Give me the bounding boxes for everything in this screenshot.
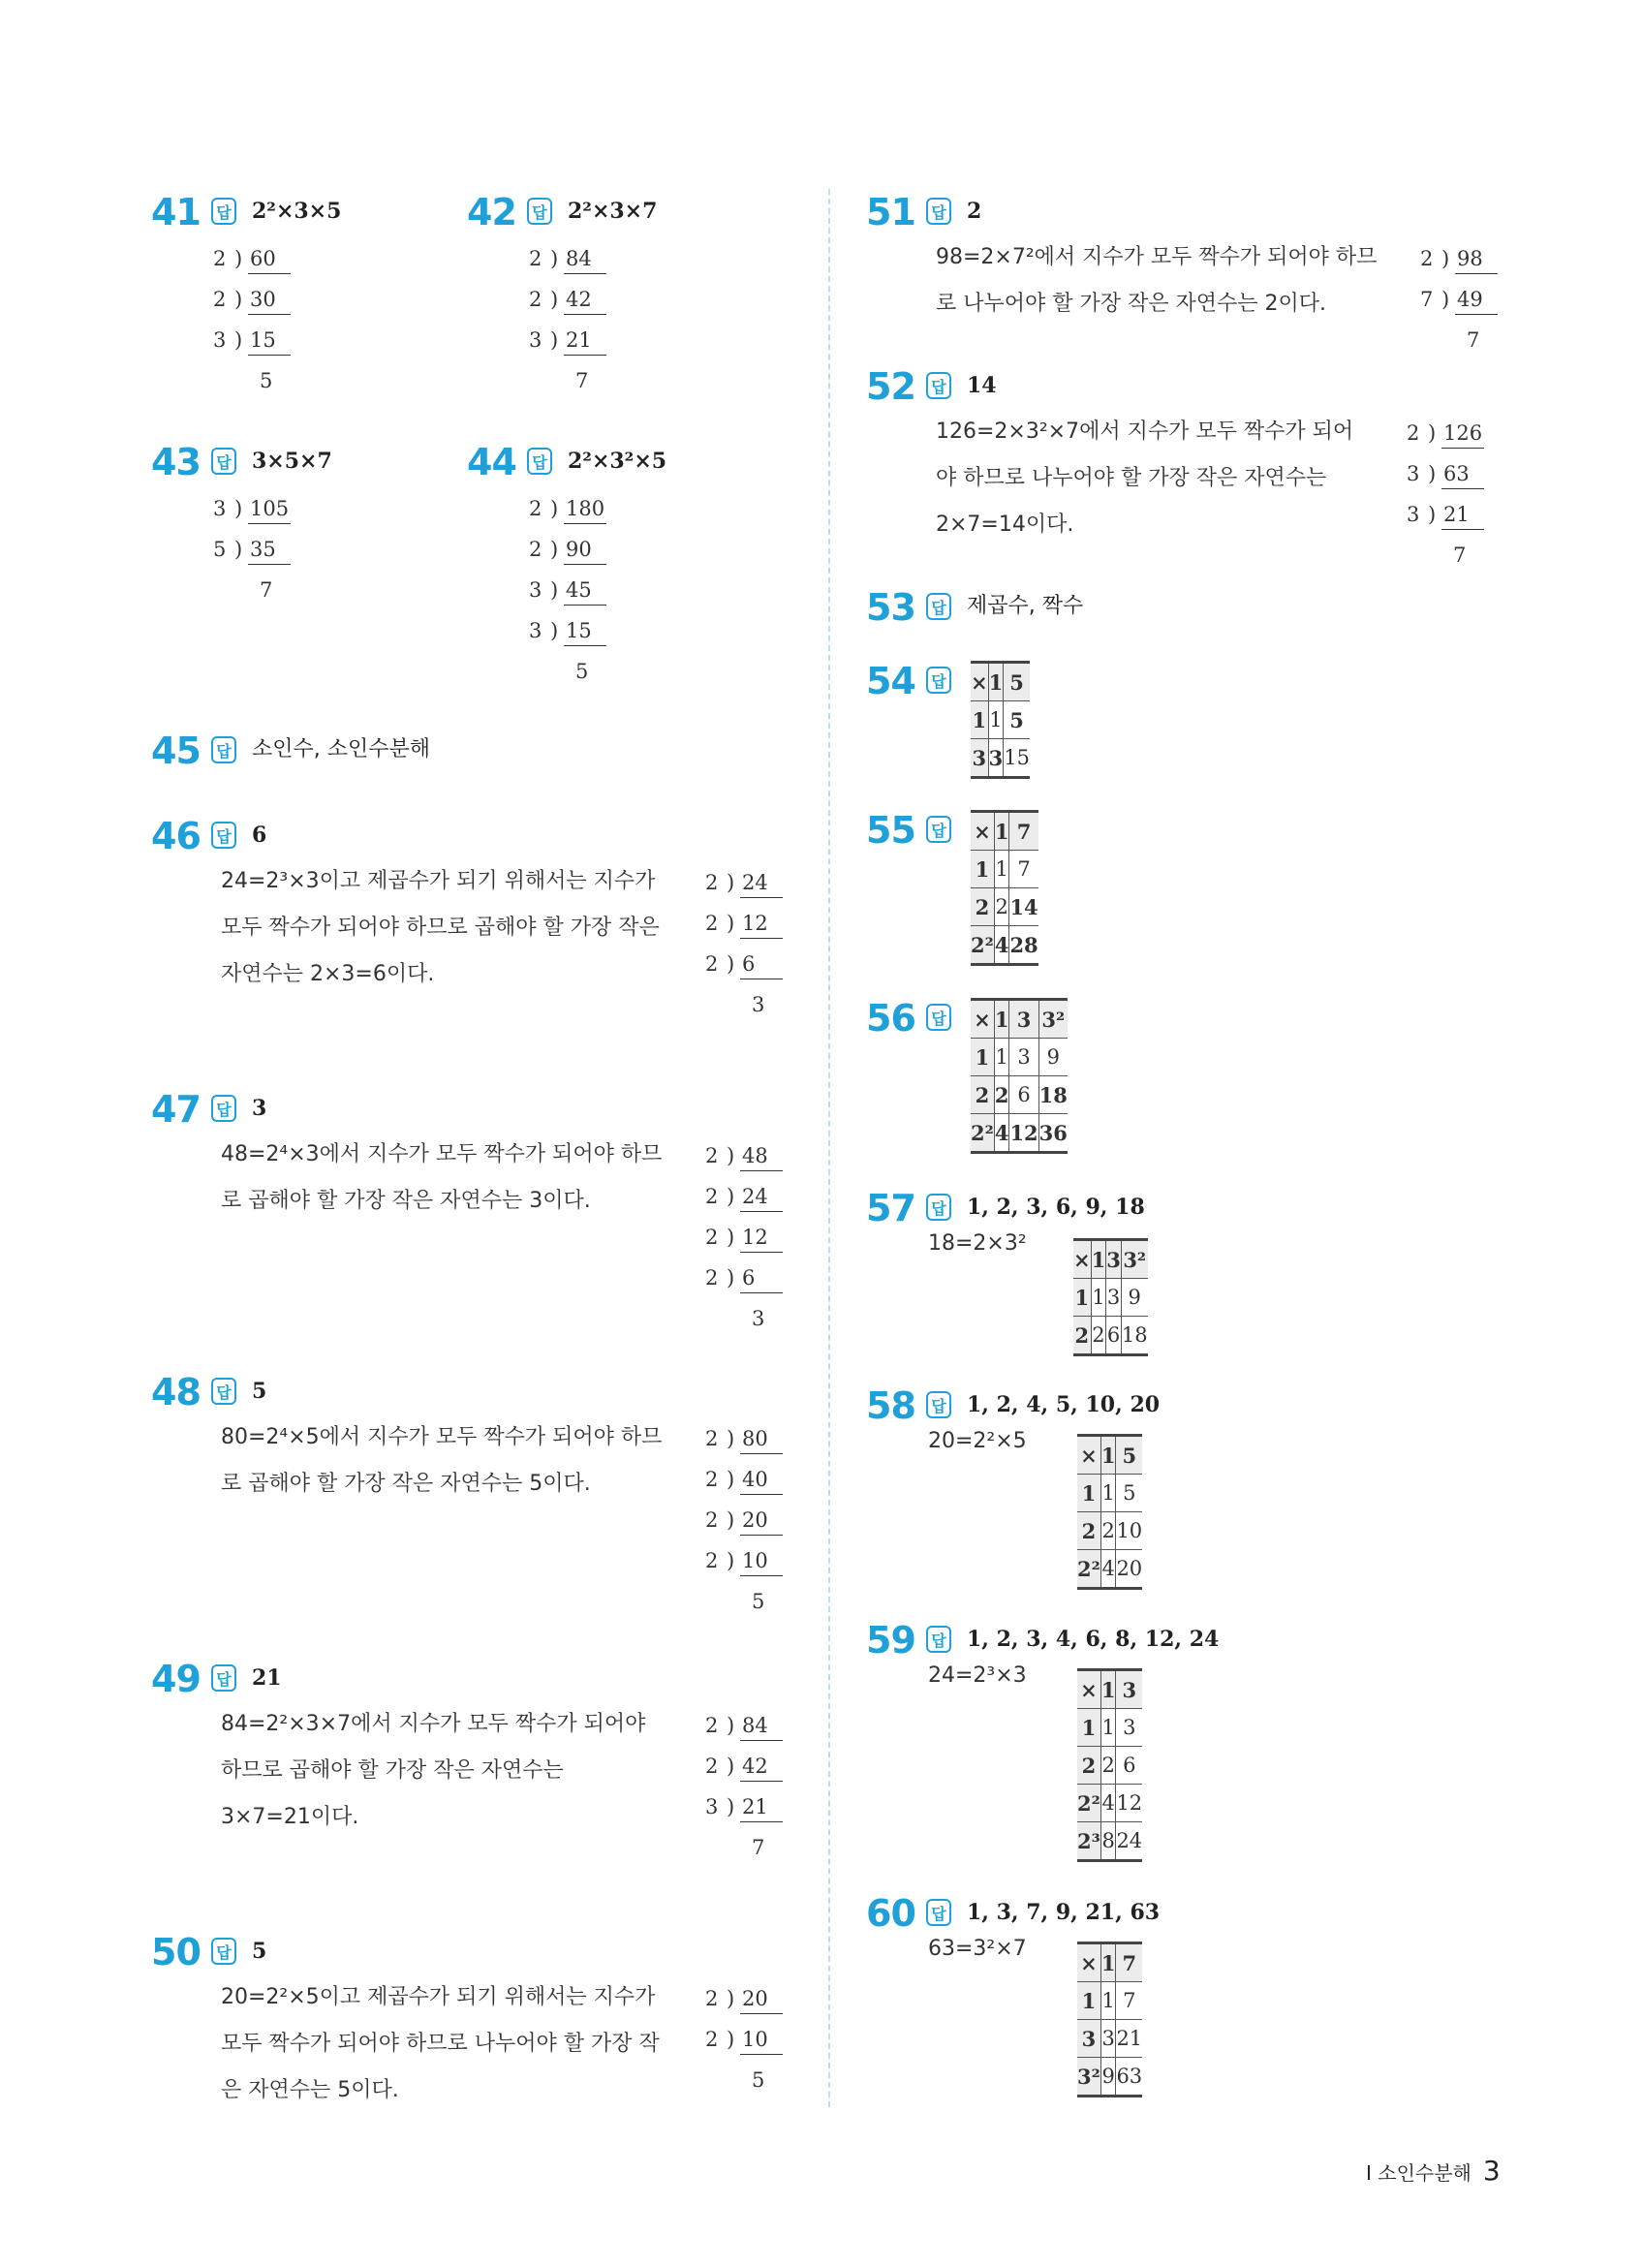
answer-badge-icon: 답 [211, 448, 236, 475]
explanation: 20=2²×5이고 제곱수가 되기 위해서는 지수가 모두 짝수가 되어야 하므로 나누어야 할 가장 작 은 자연수는 5이다. [221, 1985, 660, 2102]
answer: 3×5×7 [252, 449, 332, 474]
division-ladder: 2 ) 84 2 ) 42 3 ) 21 7 [705, 1705, 783, 1868]
answer: 2²×3×7 [568, 199, 658, 224]
explanation: 98=2×7²에서 지수가 모두 짝수가 되어야 하므 로 나누어야 할 가장 작은 자연수는 2이다. [936, 245, 1378, 316]
problem-number: 50 [151, 1931, 201, 1973]
answer-badge-icon: 답 [926, 1391, 951, 1418]
answer-badge-icon: 답 [926, 372, 951, 399]
explanation: 48=2⁴×3에서 지수가 모두 짝수가 되어야 하므 로 곱해야 할 가장 작은 자연수는 3이다. [221, 1142, 663, 1213]
answer: 2²×3²×5 [568, 449, 667, 474]
problem-number: 44 [467, 441, 516, 483]
divisor-table: × 1 3 3² 1 1 3 9 2 2 6 18 2² 4 12 36 [971, 998, 1068, 1154]
division-ladder: 2 ) 24 2 ) 12 2 ) 6 3 [705, 862, 783, 1025]
factorization: 18=2×3² [928, 1231, 1027, 1256]
division-ladder: 2 ) 48 2 ) 24 2 ) 12 2 ) 6 3 [705, 1135, 783, 1339]
factorization: 63=3²×7 [928, 1937, 1027, 1961]
answer-badge-icon: 답 [926, 816, 951, 843]
problem-number: 54 [866, 660, 915, 702]
explanation: 24=2³×3이고 제곱수가 되기 위해서는 지수가 모두 짝수가 되어야 하므로 곱해야 할 가장 작은 자연수는 2×3=6이다. [221, 869, 660, 986]
problem-number: 47 [151, 1088, 201, 1131]
answer-badge-icon: 답 [211, 1095, 236, 1122]
problem-number: 48 [151, 1371, 201, 1414]
page-footer [1366, 2155, 1501, 2187]
answer: 14 [967, 373, 997, 398]
answer-badge-icon: 답 [926, 1194, 951, 1221]
answer-badge-icon: 답 [211, 1664, 236, 1692]
division-ladder: 2 ) 126 3 ) 63 3 ) 21 7 [1407, 413, 1484, 575]
problem-number: 42 [467, 191, 516, 233]
answer: 2 [967, 199, 982, 224]
answer-badge-icon: 답 [211, 1938, 236, 1965]
answer-badge-icon: 답 [211, 198, 236, 225]
divisor-table: × 1 7 1 1 7 2 2 14 2² 4 28 [971, 810, 1038, 966]
divisor-table: × 1 3 1 1 3 2 2 6 2² 4 12 2³ 8 24 [1077, 1668, 1142, 1862]
problem-number: 46 [151, 815, 201, 857]
answer: 21 [252, 1665, 282, 1691]
answer-badge-icon: 답 [926, 1004, 951, 1031]
answer: 제곱수, 짝수 [967, 594, 1084, 618]
column-divider [828, 189, 830, 2107]
answer-badge-icon: 답 [527, 198, 552, 225]
answer: 5 [252, 1939, 267, 1964]
problem-number: 59 [866, 1619, 915, 1662]
division-ladder: 2 ) 84 2 ) 42 3 ) 21 7 [529, 238, 606, 401]
answer-badge-icon: 답 [527, 448, 552, 475]
answer: 소인수, 소인수분해 [252, 737, 431, 761]
divisor-table: × 1 3 3² 1 1 3 9 2 2 6 18 [1073, 1238, 1148, 1356]
factorization: 24=2³×3 [928, 1663, 1027, 1688]
answer-badge-icon: 답 [926, 198, 951, 225]
problem-number: 55 [866, 809, 915, 852]
explanation: 126=2×3²×7에서 지수가 모두 짝수가 되어 야 하므로 나누어야 할 가장 작은 자연수는 2×7=14이다. [936, 419, 1354, 537]
answer: 1, 2, 4, 5, 10, 20 [967, 1392, 1161, 1417]
answer-badge-icon: 답 [926, 667, 951, 694]
divisor-table: × 1 7 1 1 7 3 3 21 3² 9 63 [1077, 1942, 1142, 2097]
division-ladder: 2 ) 20 2 ) 10 5 [705, 1978, 783, 2100]
divisor-table: × 1 5 1 1 5 2 2 10 2² 4 20 [1077, 1434, 1142, 1590]
divisor-table: × 1 5 1 1 5 3 3 15 [971, 661, 1030, 779]
problem-number: 52 [866, 365, 915, 408]
answer: 1, 2, 3, 6, 9, 18 [967, 1195, 1145, 1220]
answer-badge-icon: 답 [211, 736, 236, 763]
division-ladder: 3 ) 105 5 ) 35 7 [213, 488, 291, 610]
answer-badge-icon: 답 [926, 593, 951, 620]
problem-number: 49 [151, 1658, 201, 1700]
answer: 2²×3×5 [252, 199, 342, 224]
division-ladder: 2 ) 98 7 ) 49 7 [1420, 238, 1498, 360]
problem-number: 60 [866, 1892, 915, 1935]
problem-number: 53 [866, 586, 915, 629]
problem-number: 56 [866, 997, 915, 1040]
problem-number: 45 [151, 730, 201, 772]
problem-number: 51 [866, 191, 915, 233]
problem-number: 57 [866, 1187, 915, 1229]
answer-badge-icon: 답 [211, 1378, 236, 1405]
problem-number: 43 [151, 441, 201, 483]
answer: 5 [252, 1379, 267, 1404]
factorization: 20=2²×5 [928, 1429, 1027, 1453]
division-ladder: 2 ) 60 2 ) 30 3 ) 15 5 [213, 238, 291, 401]
problem-number: 58 [866, 1384, 915, 1427]
answer: 3 [252, 1096, 267, 1121]
answer-badge-icon: 답 [926, 1899, 951, 1926]
answer: 1, 3, 7, 9, 21, 63 [967, 1900, 1161, 1925]
problem-number: 41 [151, 191, 201, 233]
answer: 6 [252, 823, 267, 848]
answer-badge-icon: 답 [211, 822, 236, 849]
chapter-title: I 소인수분해 [1366, 2161, 1472, 2185]
division-ladder: 2 ) 80 2 ) 40 2 ) 20 2 ) 10 5 [705, 1418, 783, 1622]
explanation: 80=2⁴×5에서 지수가 모두 짝수가 되어야 하므 로 곱해야 할 가장 작은 자연수는 5이다. [221, 1425, 663, 1496]
page-number: 3 [1482, 2155, 1501, 2187]
answer-badge-icon: 답 [926, 1626, 951, 1653]
explanation: 84=2²×3×7에서 지수가 모두 짝수가 되어야 하므로 곱해야 할 가장 작은 자연수는 3×7=21이다. [221, 1712, 646, 1829]
answer: 1, 2, 3, 4, 6, 8, 12, 24 [967, 1627, 1220, 1652]
division-ladder: 2 ) 180 2 ) 90 3 ) 45 3 ) 15 5 [529, 488, 606, 692]
